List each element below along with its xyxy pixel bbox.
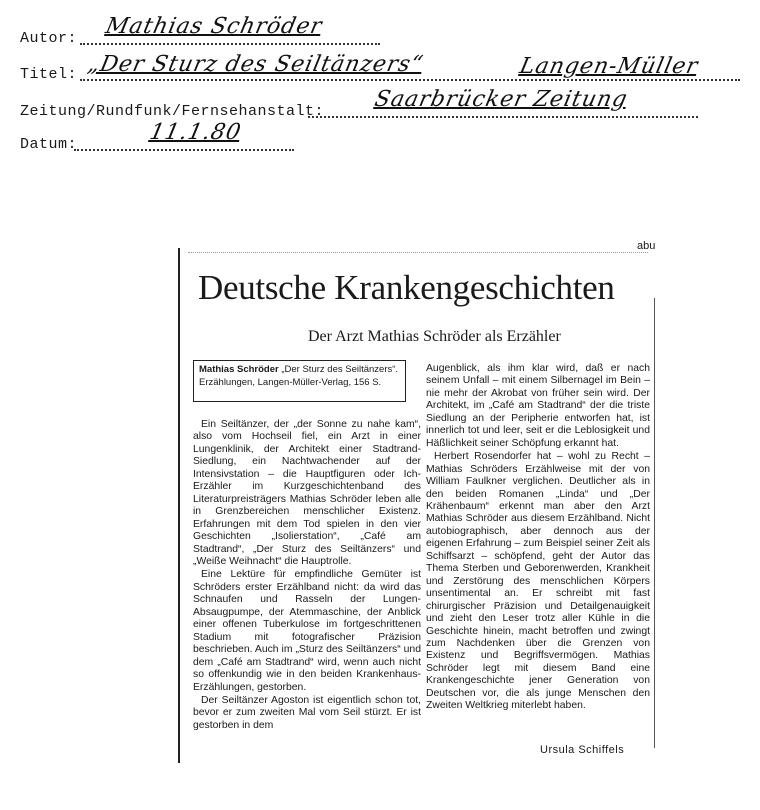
article-column-1 (193, 419, 421, 732)
form-row-zeitung (20, 103, 324, 120)
book-info-author: Mathias Schröder (199, 364, 279, 375)
form-row-autor (20, 30, 77, 47)
titel-handwritten-extra: Langen-Müller (517, 54, 701, 79)
form-row-titel (20, 66, 77, 83)
article-paragraph: Ein Seiltänzer, der „der Sonne zu nahe kam“, also vom Hochseil fiel, ein Arzt in einer Lungenklinik, der Architekt einer Stadtrand-Siedlung, ein Nachtwachender auf der Intensivstation – die Hauptfiguren oder Ich-Erzähler im Kurzgeschichtenband des Literaturpreisträgers Mathias Schröder leben alle in Grenzbereichen menschlicher Existenz. Erfahrungen mit dem Tod spielen in den vier Geschichten „Isolierstation“, „Café am Stadtrand“, „Der Sturz des Seiltänzers“ und „Weiße Weihnacht“ die Hauptrolle. (193, 419, 421, 567)
article-headline: Deutsche Krankengeschichten (198, 268, 615, 307)
article-paragraph: Herbert Rosendorfer hat – wohl zu Recht – Mathias Schröders Erzählweise mit der von William Faulkner verglichen. Deutlicher als in den beiden Romanen „Linda“ und „Der Krähenbaum“ erkennt man aber den Arzt Mathias Schröder aus diesem Erzählband. Nicht autobiographisch, aber dennoch aus der eigenen Erfahrung – zum Beispiel seiner Zeit als Schiffsarzt – schöpfend, geht der Autor das Thema Sterben und Geborenwerden, Krankheit und Zerstörung des menschlichen Körpers unsentimental an. Er schreibt mit fast chirurgischer Präzision und Detailgenauigkeit und zieht den Leser trotz aller Kühle in die Geschichte hinein, macht betroffen und zwingt zum Nachdenken über die Grenzen von Existenz und Begriffsvermögen. Mathias Schröder legt mit diesem Band eine Krankengeschichte jener Generation von Deutschen vor, die als junge Menschen den Zweiten Weltkrieg miterlebt haben. (426, 451, 650, 712)
zeitung-handwritten-value: Saarbrücker Zeitung (372, 87, 631, 112)
newspaper-clipping (178, 240, 660, 768)
article-paragraph: Augenblick, als ihm klar wird, daß er nach seinem Unfall – mit einem Silbernagel im Bein – nie mehr der Akrobat von früher sein wird. Der Architekt, im „Café am Stadtrand“ der die triste Siedlung an der Peripherie entworfen hat, ist innerlich tot und leer, seit er die Leblosigkeit und Häßlichkeit seiner Schöpfung erkannt hat. (426, 363, 650, 449)
clipping-top-mark: abu (637, 240, 656, 252)
form-row-datum (20, 136, 77, 153)
datum-label: Datum: (20, 136, 78, 153)
titel-dotted-line (80, 79, 740, 81)
autor-dotted-line (80, 43, 380, 45)
archive-form (0, 0, 760, 170)
titel-handwritten-value: „Der Sturz des Seiltänzers“ (85, 52, 426, 77)
clipping-right-rule (654, 298, 655, 748)
article-subheadline: Der Arzt Mathias Schröder als Erzähler (308, 328, 561, 345)
article-author-signature: Ursula Schiffels (540, 744, 625, 756)
clipping-left-rule (178, 248, 180, 763)
book-info-box (193, 360, 406, 402)
article-paragraph: Eine Lektüre für empfindliche Gemüter ist Schröders erster Erzählband nicht: da wird das Schnaufen und Rasseln der Lungen-Absaugpumpe, der Atemmaschine, der Anblick einer offenen Tuberkulose im fortgeschrittenen Stadium mit fotografischer Präzision beschrieben. Auch im „Sturz des Seiltänzers“ und dem „Café am Stadtrand“ wird, wenn auch nicht so offenkundig wie in den beiden Krankenhaus-Erzählungen, gestorben. (193, 569, 421, 693)
datum-dotted-line (74, 149, 294, 151)
autor-handwritten-value: Mathias Schröder (103, 14, 325, 39)
clipping-top-line (188, 252, 648, 253)
book-info-text: „Der Sturz des Seiltänzers“. Erzählungen, Langen-Müller-Verlag, 156 S. (199, 364, 399, 388)
autor-label: Autor: (20, 30, 78, 47)
titel-label: Titel: (20, 66, 78, 83)
zeitung-dotted-line (308, 116, 698, 118)
article-column-2 (426, 363, 650, 713)
article-paragraph: Der Seiltänzer Agoston ist eigentlich schon tot, bevor er zum zweiten Mal vom Seil stürzt. Er ist gestorben in dem (193, 694, 421, 731)
datum-handwritten-value: 11.1.80 (147, 120, 244, 145)
zeitung-label: Zeitung/Rundfunk/Fernsehanstalt: (20, 103, 325, 120)
